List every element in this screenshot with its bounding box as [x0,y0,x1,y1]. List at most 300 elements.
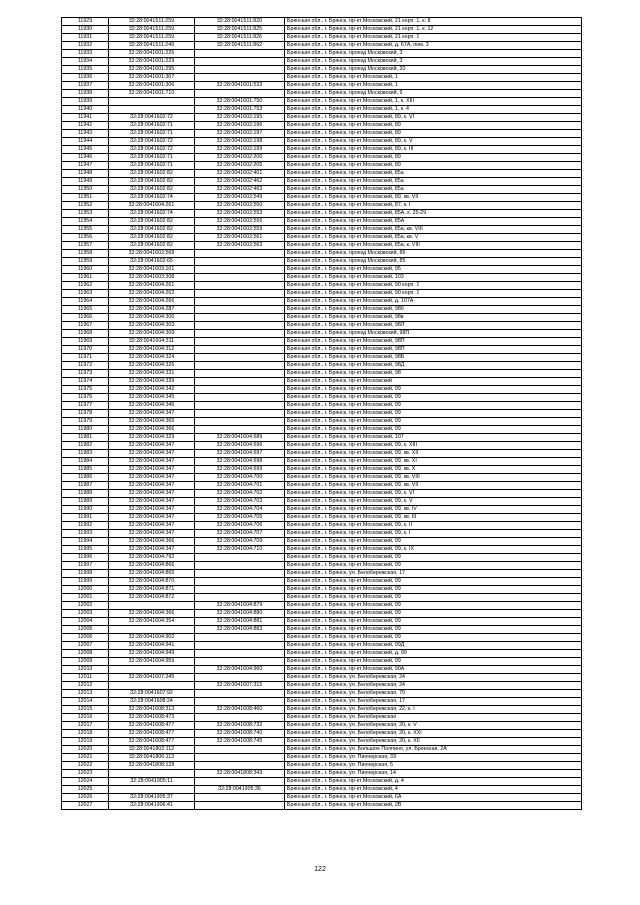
cadastral-number-cell: 32:28:0041604:261 [109,282,195,290]
address-cell: Брянская обл., г. Брянск, пр-кт Московский, 99 [285,634,582,642]
table-row [62,330,582,338]
table-row [62,554,582,562]
row-number-cell: 12001 [62,594,109,602]
table-row [62,770,582,778]
registry-table [61,17,582,810]
address-cell: Брянская обл., г. Брянск, пр-кт Московский, 4 [285,786,582,794]
object-cadastral-number-cell: 32:28:0041602:561 [195,234,285,242]
table-row [62,178,582,186]
cadastral-number-cell: 32:28:0041602:71 [109,162,195,170]
cadastral-number-cell: 32:28:0041604:261 [109,202,195,210]
address-cell: Брянская обл., г. Брянск, ул. Белобережская, 70 [285,690,582,698]
table-row [62,106,582,114]
row-number-cell: 11990 [62,506,109,514]
row-number-cell: 11933 [62,50,109,58]
cadastral-number-cell: 32:28:0041604:347 [109,410,195,418]
object-cadastral-number-cell: 32:28:0041601:750 [195,98,285,106]
table-row [62,322,582,330]
cadastral-number-cell: 32:28:0041608:477 [109,722,195,730]
row-number-cell: 12009 [62,658,109,666]
address-cell: Брянская обл., г. Брянск, пр-кт Московский [285,378,582,386]
row-number-cell: 11977 [62,402,109,410]
cadastral-number-cell: 32:28:0041604:870 [109,578,195,586]
cadastral-number-cell: 32:28:0041604:347 [109,514,195,522]
cadastral-number-cell [109,770,195,778]
table-row [62,746,582,754]
row-number-cell: 11929 [62,18,109,26]
table-row [62,90,582,98]
row-number-cell: 11996 [62,554,109,562]
cadastral-number-cell: 32:28:0041604:347 [109,458,195,466]
object-cadastral-number-cell [195,354,285,362]
object-cadastral-number-cell: 32:28:0041511:826 [195,34,285,42]
object-cadastral-number-cell: 32:28:0041604:710 [195,546,285,554]
page-number: 122 [314,866,326,873]
object-cadastral-number-cell [195,634,285,642]
cadastral-number-cell: 32:28:0041604:324 [109,354,195,362]
object-cadastral-number-cell [195,802,285,810]
row-number-cell: 11945 [62,146,109,154]
table-row [62,458,582,466]
object-cadastral-number-cell: 32:28:0041604:705 [195,514,285,522]
address-cell: Брянская обл., г. Брянск, пр-кт Московский, 99, к. V [285,498,582,506]
table-row [62,450,582,458]
row-number-cell: 11987 [62,482,109,490]
table-row [62,218,582,226]
object-cadastral-number-cell [195,410,285,418]
row-number-cell: 11953 [62,210,109,218]
row-number-cell: 11938 [62,90,109,98]
object-cadastral-number-cell [195,90,285,98]
address-cell: Брянская обл., г. Брянск, пр-кт Московский, 21 корп. 1 [285,34,582,42]
address-cell: Брянская обл., г. Брянск, пр-кт Московский, 85а [285,186,582,194]
table-row [62,226,582,234]
row-number-cell: 11944 [62,138,109,146]
object-cadastral-number-cell: 32:28:0041601:753 [195,106,285,114]
address-cell: Брянская обл., г. Брянск, пр-кт Московский, 99 [285,394,582,402]
table-row [62,522,582,530]
address-cell: Брянская обл., г. Брянск, ул. Белобережская, 20, к. XII [285,738,582,746]
table-row [62,514,582,522]
table-row [62,186,582,194]
address-cell: Брянская обл., г. Брянск, пр-кт Московский, 99, кв. VII [285,482,582,490]
cadastral-number-cell: 32:28:0041608:473 [109,714,195,722]
object-cadastral-number-cell: 32:28:0041602:462 [195,178,285,186]
address-cell: Брянская обл., г. Брянск, пр-кт Московский, 1, к. XIII [285,98,582,106]
address-cell: Брянская обл., г. Брянск, пр-кт Московский, 89 [285,162,582,170]
object-cadastral-number-cell: 32:28:0041604:707 [195,530,285,538]
address-cell: Брянская обл., г. Брянск, пр-кт Московский, 85а [285,178,582,186]
address-cell: Брянская обл., г. Брянск, пр-кт Московский, 99, кв. IV [285,506,582,514]
row-number-cell: 11968 [62,330,109,338]
table-row [62,114,582,122]
address-cell: Брянская обл., г. Брянск, пр-кт Московский, 89, к. III [285,146,582,154]
object-cadastral-number-cell [195,338,285,346]
cadastral-number-cell [109,106,195,114]
object-cadastral-number-cell: 32:28:0041511:820 [195,18,285,26]
object-cadastral-number-cell [195,330,285,338]
object-cadastral-number-cell [195,746,285,754]
cadastral-number-cell: 32:28:0041604:792 [109,554,195,562]
address-cell: Брянская обл., г. Брянск, пр-кт Московский, 99 [285,610,582,618]
row-number-cell: 11992 [62,522,109,530]
object-cadastral-number-cell: 32:28:0041604:700 [195,474,285,482]
table-row [62,618,582,626]
cadastral-number-cell [109,98,195,106]
object-cadastral-number-cell [195,794,285,802]
address-cell: Брянская обл., г. Брянск, пр-кт Московский, 99, к. XIII [285,442,582,450]
row-number-cell: 11985 [62,466,109,474]
object-cadastral-number-cell [195,258,285,266]
row-number-cell: 12002 [62,602,109,610]
table-row [62,162,582,170]
row-number-cell: 11958 [62,250,109,258]
cadastral-number-cell: 32:28:0041602:82 [109,218,195,226]
cadastral-number-cell [109,626,195,634]
address-cell: Брянская обл., г. Брянск, пр-кт Московский, 85А [285,218,582,226]
registry-table-body [62,18,582,810]
cadastral-number-cell: 32:28:0041604:266 [109,298,195,306]
row-number-cell: 11989 [62,498,109,506]
object-cadastral-number-cell [195,578,285,586]
table-row [62,242,582,250]
table-row [62,762,582,770]
table-row [62,146,582,154]
table-row [62,738,582,746]
table-row [62,82,582,90]
row-number-cell: 11959 [62,258,109,266]
cadastral-number-cell: 32:28:0041608:477 [109,730,195,738]
cadastral-number-cell: 32:28:0041604:872 [109,594,195,602]
row-number-cell: 11939 [62,98,109,106]
table-row [62,58,582,66]
object-cadastral-number-cell [195,650,285,658]
row-number-cell: 11930 [62,26,109,34]
address-cell: Брянская обл., г. Брянск, проезд Московский, 9 [285,90,582,98]
cadastral-number-cell: 32:28:0041604:366 [109,538,195,546]
object-cadastral-number-cell: 32:28:0041604:699 [195,466,285,474]
address-cell: Брянская обл., г. Брянск, пр-кт Московский, 1 [285,74,582,82]
object-cadastral-number-cell: 32:28:0041604:883 [195,626,285,634]
table-row [62,434,582,442]
row-number-cell: 11986 [62,474,109,482]
address-cell: Брянская обл., г. Брянск, проезд Московский, 98П [285,330,582,338]
address-cell: Брянская обл., г. Брянск, пр-кт Московский, 89, к. V [285,138,582,146]
cadastral-number-cell: 32:28:0041602:82 [109,234,195,242]
address-cell: Брянская обл., г. Брянск, ул. Белобережская, 24 [285,682,582,690]
row-number-cell: 11998 [62,570,109,578]
object-cadastral-number-cell [195,698,285,706]
cadastral-number-cell: 32:28:0041602:568 [109,250,195,258]
table-row [62,506,582,514]
cadastral-number-cell: 32:28:0041604:311 [109,338,195,346]
object-cadastral-number-cell: 32:28:0041602:197 [195,130,285,138]
row-number-cell: 11995 [62,546,109,554]
address-cell: Брянская обл., г. Брянск, пр-кт Московский, 85а [285,170,582,178]
table-row [62,674,582,682]
table-row [62,394,582,402]
address-cell: Брянская обл., г. Брянск, пр-кт Московский, 99 [285,410,582,418]
row-number-cell: 12022 [62,762,109,770]
table-row [62,210,582,218]
object-cadastral-number-cell: 32:28:0041604:703 [195,498,285,506]
row-number-cell: 12016 [62,714,109,722]
table-row [62,474,582,482]
cadastral-number-cell: 32:28:0041602:71 [109,122,195,130]
cadastral-number-cell: 32:28:0041604:262 [109,290,195,298]
table-row [62,170,582,178]
cadastral-number-cell: 32:28:0041602:82 [109,186,195,194]
address-cell: Брянская обл., г. Брянск, пр-кт Московский, 99, кв. VIII [285,474,582,482]
object-cadastral-number-cell [195,714,285,722]
table-row [62,290,582,298]
cadastral-number-cell: 32:28:0041607:245 [109,674,195,682]
object-cadastral-number-cell: 32:28:0041511:825 [195,26,285,34]
table-row [62,778,582,786]
address-cell: Брянская обл., г. Брянск, пр-кт Московский, 89 [285,122,582,130]
table-row [62,562,582,570]
row-number-cell: 12026 [62,794,109,802]
address-cell: Брянская обл., г. Брянск, проезд Московский, 85 [285,258,582,266]
table-row [62,386,582,394]
cadastral-number-cell: 32:28:0041608:24 [109,698,195,706]
object-cadastral-number-cell [195,274,285,282]
cadastral-number-cell: 32:28:0041602:82 [109,242,195,250]
row-number-cell: 12005 [62,626,109,634]
cadastral-number-cell: 32:28:0041604:345 [109,394,195,402]
table-row [62,234,582,242]
address-cell: Брянская обл., г. Брянск, пр-кт Московский, 87, к. I [285,202,582,210]
cadastral-number-cell: 32:28:0041602:71 [109,130,195,138]
cadastral-number-cell: 32:28:0041601:229 [109,58,195,66]
row-number-cell: 11999 [62,578,109,586]
cadastral-number-cell: 32:28:0041602:82 [109,226,195,234]
cadastral-number-cell: 32:28:0041604:342 [109,386,195,394]
address-cell: Брянская обл., г. Брянск, пр-кт Московский, 98 [285,370,582,378]
object-cadastral-number-cell [195,58,285,66]
cadastral-number-cell: 32:28:0041604:354 [109,618,195,626]
cadastral-number-cell: 32:28:0041602:74 [109,210,195,218]
address-cell: Брянская обл., г. Брянск, ул. Белобережская, 24 [285,674,582,682]
object-cadastral-number-cell [195,562,285,570]
table-row [62,602,582,610]
address-cell: Брянская обл., г. Брянск, ул. Белобережская, 17 [285,570,582,578]
registry-sheet [61,17,581,810]
row-number-cell: 11955 [62,226,109,234]
row-number-cell: 12000 [62,586,109,594]
object-cadastral-number-cell: 32:28:0041608:460 [195,706,285,714]
row-number-cell: 11974 [62,378,109,386]
row-number-cell: 11994 [62,538,109,546]
object-cadastral-number-cell: 32:28:0041602:549 [195,194,285,202]
address-cell: Брянская обл., г. Брянск, пр-кт Московский, 1 [285,82,582,90]
table-row [62,194,582,202]
address-cell: Брянская обл., г. Брянск, ул. Большое Полпино, ул. Брянская, 2А [285,746,582,754]
row-number-cell: 11964 [62,298,109,306]
table-row [62,378,582,386]
address-cell: Брянская обл., г. Брянск, пр-кт Московский, 85а, кв. VIII [285,226,582,234]
object-cadastral-number-cell: 32:28:0041604:698 [195,458,285,466]
address-cell: Брянская обл., г. Брянск, ул. Белобережская [285,714,582,722]
object-cadastral-number-cell [195,762,285,770]
table-row [62,18,582,26]
table-row [62,314,582,322]
cadastral-number-cell [109,602,195,610]
cadastral-number-cell: 32:28:0041604:326 [109,362,195,370]
address-cell: Брянская обл., г. Брянск, пр-кт Московский, 99, к. IX [285,546,582,554]
cadastral-number-cell: 32:28:0041604:287 [109,306,195,314]
table-row [62,634,582,642]
object-cadastral-number-cell: 32:28:0041808:343 [195,770,285,778]
table-row [62,570,582,578]
cadastral-number-cell: 32:28:0041806:113 [109,754,195,762]
address-cell: Брянская обл., г. Брянск, пр-кт Московский, д. 99 [285,650,582,658]
table-row [62,274,582,282]
object-cadastral-number-cell [195,642,285,650]
address-cell: Брянская обл., г. Брянск, пр-кт Московский, 21 корп. 1, к. 8 [285,18,582,26]
table-row [62,370,582,378]
row-number-cell: 11980 [62,426,109,434]
row-number-cell: 11969 [62,338,109,346]
row-number-cell: 11983 [62,450,109,458]
object-cadastral-number-cell [195,658,285,666]
object-cadastral-number-cell [195,594,285,602]
row-number-cell: 11956 [62,234,109,242]
object-cadastral-number-cell [195,426,285,434]
table-row [62,122,582,130]
cadastral-number-cell: 32:28:0041604:941 [109,642,195,650]
row-number-cell: 11936 [62,74,109,82]
address-cell: Брянская обл., г. Брянск, пр-кт Московский, 99 [285,386,582,394]
cadastral-number-cell: 32:28:0041604:347 [109,474,195,482]
cadastral-number-cell: 32:28:0041604:347 [109,530,195,538]
row-number-cell: 12027 [62,802,109,810]
address-cell: Брянская обл., г. Брянск, пр-кт Московский, 107 [285,434,582,442]
table-row [62,442,582,450]
address-cell: Брянская обл., г. Брянск, пр-кт Московский, 99 [285,578,582,586]
object-cadastral-number-cell: 32:28:0041604:704 [195,506,285,514]
table-row [62,722,582,730]
address-cell: Брянская обл., г. Брянск, пр-кт Московский, д. 4 [285,778,582,786]
object-cadastral-number-cell: 32:28:0041604:879 [195,602,285,610]
table-row [62,258,582,266]
object-cadastral-number-cell: 32:28:0041604:701 [195,482,285,490]
object-cadastral-number-cell: 32:28:0041604:709 [195,538,285,546]
address-cell: Брянская обл., г. Брянск, пр-кт Московский, 99, кв. III [285,514,582,522]
table-row [62,202,582,210]
object-cadastral-number-cell [195,50,285,58]
object-cadastral-number-cell: 32:28:0041602:463 [195,186,285,194]
row-number-cell: 11973 [62,370,109,378]
cadastral-number-cell [109,666,195,674]
cadastral-number-cell: 32:28:0041604:309 [109,330,195,338]
cadastral-number-cell: 32:28:0041604:339 [109,378,195,386]
row-number-cell: 11960 [62,266,109,274]
cadastral-number-cell: 32:28:0041511:259 [109,18,195,26]
object-cadastral-number-cell: 32:28:0041602:200 [195,154,285,162]
object-cadastral-number-cell: 32:28:0041905:36 [195,786,285,794]
table-row [62,546,582,554]
row-number-cell: 11971 [62,354,109,362]
object-cadastral-number-cell [195,250,285,258]
object-cadastral-number-cell: 32:28:0041602:205 [195,162,285,170]
address-cell: Брянская обл., г. Брянск, пр-кт Московский, 21 корп. 1, к. 12 [285,26,582,34]
row-number-cell: 11963 [62,290,109,298]
address-cell: Брянская обл., г. Брянск, пр-кт Московский, 90А [285,666,582,674]
object-cadastral-number-cell: 32:28:0041602:559 [195,226,285,234]
object-cadastral-number-cell: 32:28:0041604:697 [195,450,285,458]
address-cell: Брянская обл., г. Брянск, проезд Московский, 3 [285,58,582,66]
cadastral-number-cell: 32:28:0041608:313 [109,706,195,714]
row-number-cell: 11976 [62,394,109,402]
address-cell: Брянская обл., г. Брянск, проезд Московский, 20 [285,66,582,74]
row-number-cell: 11965 [62,306,109,314]
cadastral-number-cell: 32:28:0041604:866 [109,562,195,570]
row-number-cell: 11984 [62,458,109,466]
object-cadastral-number-cell [195,370,285,378]
object-cadastral-number-cell [195,378,285,386]
table-row [62,714,582,722]
object-cadastral-number-cell: 32:28:0041607:315 [195,682,285,690]
cadastral-number-cell: 32:28:0041604:366 [109,610,195,618]
address-cell: Брянская обл., г. Брянск, пр-кт Московский, 89, к. VI [285,114,582,122]
row-number-cell: 12004 [62,618,109,626]
address-cell: Брянская обл., г. Брянск, пр-кт Московский, 98П [285,346,582,354]
cadastral-number-cell: 32:28:0041604:865 [109,570,195,578]
cadastral-number-cell: 32:28:0041602:72 [109,146,195,154]
row-number-cell: 12011 [62,674,109,682]
cadastral-number-cell: 32:28:0041602:71 [109,154,195,162]
table-row [62,530,582,538]
address-cell: Брянская обл., г. Брянск, пр-кт Московский, 99 [285,626,582,634]
address-cell: Брянская обл., г. Брянск, ул. Пионерская, 14 [285,770,582,778]
cadastral-number-cell: 32:28:0041604:347 [109,498,195,506]
row-number-cell: 12023 [62,770,109,778]
object-cadastral-number-cell: 32:28:0041602:401 [195,170,285,178]
row-number-cell: 11950 [62,186,109,194]
object-cadastral-number-cell [195,778,285,786]
row-number-cell: 11978 [62,410,109,418]
cadastral-number-cell: 32:28:0041604:300 [109,314,195,322]
address-cell: Брянская обл., г. Брянск, пр-кт Московский, 89, кв. VII [285,194,582,202]
row-number-cell: 12010 [62,666,109,674]
table-row [62,642,582,650]
table-row [62,666,582,674]
object-cadastral-number-cell: 32:28:0041604:696 [195,442,285,450]
address-cell: Брянская обл., г. Брянск, пр-кт Московский, 99 [285,402,582,410]
table-row [62,50,582,58]
row-number-cell: 11966 [62,314,109,322]
table-row [62,354,582,362]
object-cadastral-number-cell [195,402,285,410]
address-cell: Брянская обл., г. Брянск, пр-кт Московский, 98Б [285,354,582,362]
cadastral-number-cell: 32:28:0041604:902 [109,634,195,642]
address-cell: Брянская обл., г. Брянск, проезд Московский, 3 [285,50,582,58]
table-row [62,690,582,698]
address-cell: Брянская обл., г. Брянск, пр-кт Московский, 90 корп. 1 [285,290,582,298]
address-cell: Брянская обл., г. Брянск, пр-кт Московский, 98П [285,338,582,346]
table-row [62,282,582,290]
cadastral-number-cell: 32:28:0041604:959 [109,658,195,666]
address-cell: Брянская обл., г. Брянск, пр-кт Московский, 99 [285,586,582,594]
row-number-cell: 12021 [62,754,109,762]
cadastral-number-cell: 32:28:0041601:226 [109,50,195,58]
row-number-cell: 11993 [62,530,109,538]
object-cadastral-number-cell: 32:28:0041604:689 [195,434,285,442]
object-cadastral-number-cell: 32:28:0041602:556 [195,218,285,226]
cadastral-number-cell: 32:28:0041602:65 [109,258,195,266]
address-cell: Брянская обл., г. Брянск, пр-кт Московский, 99, кв. X [285,466,582,474]
